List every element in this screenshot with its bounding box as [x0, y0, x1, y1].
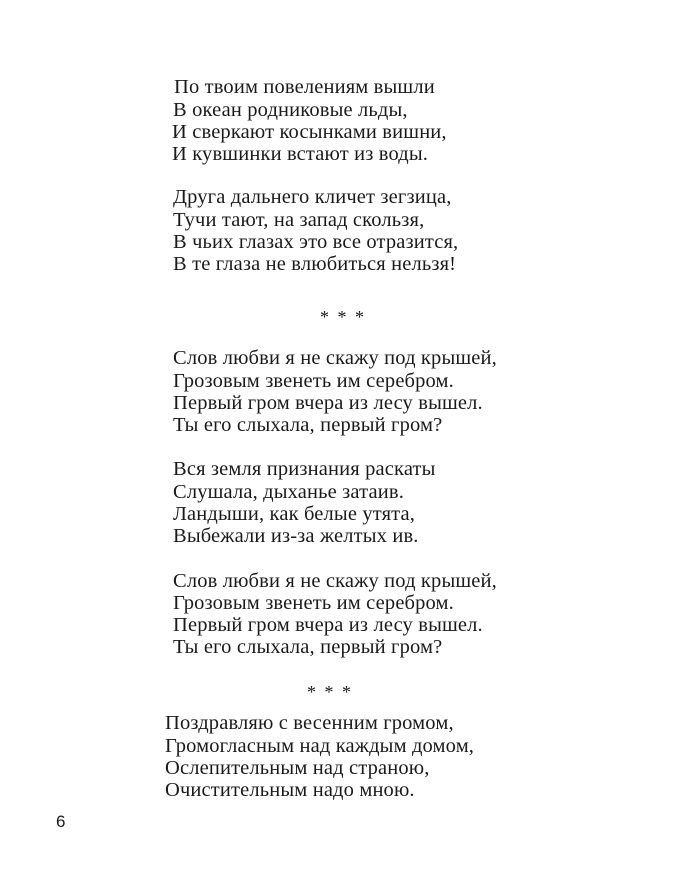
poem-line: Первый гром вчера из лесу вышел.: [173, 614, 483, 636]
poem-line: Вся земля признания раскаты: [173, 458, 436, 480]
section-separator: * * *: [307, 682, 353, 702]
poem-line: По твоим повелениям вышли: [174, 76, 435, 98]
poem-line: Ты его слыхала, первый гром?: [173, 636, 443, 658]
poem-line: Громогласным над каждым домом,: [165, 735, 475, 757]
poem-line: Ландыши, как белые утята,: [173, 503, 416, 525]
poem-line: Друга дальнего кличет зегзица,: [173, 186, 452, 208]
section-separator: * * *: [320, 307, 366, 327]
poem-line: Ослепительным над страною,: [165, 757, 430, 779]
poem-line: В те глаза не влюбиться нельзя!: [173, 253, 457, 275]
poem-line: Грозовым звенеть им серебром.: [173, 370, 454, 392]
poem-line: Слушала, дыханье затаив.: [173, 481, 404, 503]
poem-line: Первый гром вчера из лесу вышел.: [173, 392, 483, 414]
poem-line: Ты его слыхала, первый гром?: [173, 414, 443, 436]
poem-line: Тучи тают, на запад скользя,: [173, 209, 425, 231]
poem-line: В чьих глазах это все отразится,: [173, 231, 459, 253]
poem-line: И сверкают косынками вишни,: [172, 121, 447, 143]
poem-line: Слов любви я не скажу под крышей,: [173, 570, 497, 592]
poem-line: Слов любви я не скажу под крышей,: [173, 347, 497, 369]
poem-line: Выбежали из-за желтых ив.: [173, 525, 419, 547]
poem-line: И кувшинки встают из воды.: [172, 143, 429, 165]
poem-line: Очистительным надо мною.: [165, 779, 415, 801]
poem-line: Поздравляю с весенним громом,: [165, 712, 454, 734]
poem-line: Грозовым звенеть им серебром.: [173, 592, 454, 614]
poem-line: В океан родниковые льды,: [173, 99, 408, 121]
page-number: 6: [56, 812, 66, 831]
